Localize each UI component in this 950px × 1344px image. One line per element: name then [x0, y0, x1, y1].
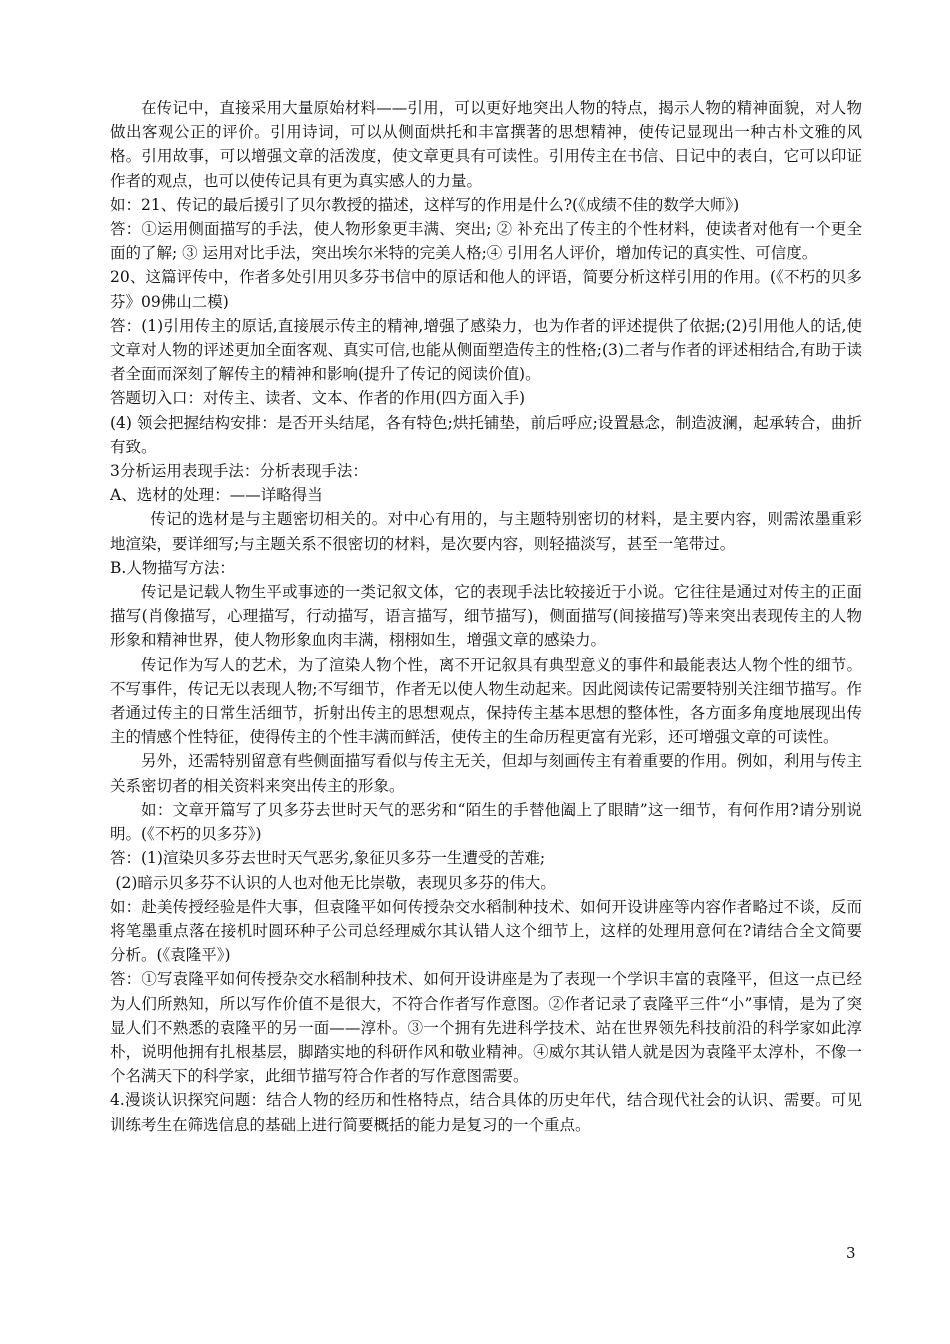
- paragraph-material-selection: 传记的选材是与主题密切相关的。对中心有用的，与主题特别密切的材料，是主要内容，则需浓墨重彩地渲染，要详细写;与主题关系不很密切的材料，是次要内容，则轻描淡写，甚至一笔带过。: [110, 510, 862, 553]
- paragraph-side-description: 另外，还需特别留意有些侧面描写看似与传主无关，但却与刻画传主有着重要的作用。例如，利用与传主关系密切者的相关资料来突出传主的形象。: [110, 752, 862, 795]
- page-number: 3: [846, 1244, 856, 1262]
- paragraph-quotation-intro: 在传记中，直接采用大量原始材料——引用，可以更好地突出人物的特点，揭示人物的精神面貌，对人物做出客观公正的评价。引用诗词，可以从侧面烘托和丰富撰著的思想精神，使传记显现出一种古朴文雅的风格。引用故事，可以增强文章的活泼度，使文章更具有可读性。引用传主在书信、日记中的表白，它可以印证作者的观点，也可以使传记具有更为真实感人的力量。: [110, 99, 862, 190]
- section-heading-4: 4.漫谈认识探究问题：结合人物的经历和性格特点，结合具体的历史年代，结合现代社会的认识、需要。可见训练考生在筛选信息的基础上进行简要概括的能力是复习的一个重点。: [110, 1091, 862, 1134]
- document-body: [110, 96, 862, 1137]
- subheading-b: B.人物描写方法：: [110, 558, 235, 577]
- question-yuan-longping: 如：赴美传授经验是件大事，但袁隆平如何传授杂交水稻制种技术、如何开设讲座等内容作者略过不谈，反而将笔墨重点落在接机时圆环种子公司总经理威尔其认错人这个细节上，这样的处理用意何在?请结合全文简要分析。(《袁隆平》): [110, 897, 862, 965]
- subheading-a: A、选材的处理：——详略得当: [110, 486, 323, 505]
- answer-yuan-longping: 答：①写袁隆平如何传授杂交水稻制种技术、如何开设讲座是为了表现一个学识丰富的袁隆平，但这一点已经为人们所熟知，所以写作价值不是很大，不符合作者写作意图。②作者记录了袁隆平三件“小”事情，是为了突显人们不熟悉的袁隆平的另一面——淳朴。③一个拥有先进科学技术、站在世界领先科技前沿的科学家如此淳朴，说明他拥有扎根基层，脚踏实地的科研作风和敬业精神。④威尔其认错人就是因为袁隆平太淳朴，不像一个名满天下的科学家，此细节描写符合作者的写作意图需要。: [110, 970, 862, 1086]
- answer-tip: 答题切入口：对传主、读者、文本、作者的作用(四方面入手): [110, 389, 526, 408]
- question-20: 20、这篇评传中，作者多处引用贝多芬书信中的原话和他人的评语，简要分析这样引用的作用。(《不朽的贝多芬》09佛山二模): [110, 268, 862, 311]
- answer-beethoven-1: 答：(1)渲染贝多芬去世时天气恶劣,象征贝多芬一生遭受的苦难;: [110, 849, 546, 868]
- answer-20: 答：(1)引用传主的原话,直接展示传主的精神,增强了感染力，也为作者的评述提供了依据;(2)引用他人的话,使文章对人物的评述更加全面客观、真实可信,也能从侧面塑造传主的性格;(3)二者与作者的评述相结合,有助于读者全面而深刻了解传主的精神和影响(提升了传记的阅读价值)。: [110, 316, 862, 384]
- question-beethoven: 如：文章开篇写了贝多芬去世时天气的恶劣和“陌生的手替他阖上了眼睛”这一细节，有何作用?请分别说明。(《不朽的贝多芬》): [110, 800, 862, 844]
- answer-21: 答：①运用侧面描写的手法，使人物形象更丰满、突出; ② 补充出了传主的个性材料，使读者对他有一个更全面的了解; ③ 运用对比手法，突出埃尔米特的完美人格;④ 引用名人评价，增加传记的真实性、可信度。: [110, 220, 862, 263]
- section-structure: (4) 领会把握结构安排：是否开头结尾，各有特色;烘托铺垫，前后呼应;设置悬念，制造波澜，起承转合，曲折有致。: [110, 413, 862, 456]
- section-heading-3: 3分析运用表现手法：分析表现手法：: [110, 462, 368, 481]
- paragraph-description-methods: 传记是记载人物生平或事迹的一类记叙文体，它的表现手法比较接近于小说。它往往是通过对传主的正面描写(肖像描写，心理描写，行动描写，语言描写，细节描写)，侧面描写(间接描写)等来突出表现传主的人物形象和精神世界，使人物形象血肉丰满，栩栩如生，增强文章的感染力。: [110, 583, 862, 650]
- answer-beethoven-2: (2)暗示贝多芬不认识的人也对他无比崇敬，表现贝多芬的伟大。: [115, 873, 556, 892]
- question-21: 如：21、传记的最后援引了贝尔教授的描述，这样写的作用是什么?(《成绩不佳的数学大师》): [110, 195, 740, 214]
- paragraph-details: 传记作为写人的艺术，为了渲染人物个性，离不开记叙具有典型意义的事件和最能表达人物个性的细节。不写事件，传记无以表现人物;不写细节，作者无以使人物生动起来。因此阅读传记需要特别关注细节描写。作者通过传主的日常生活细节，折射出传主的思想观点，保持传主基本思想的整体性，各方面多角度地展现出传主的情感个性特征，使得传主的个性丰满而鲜活，使传主的生命历程更富有光彩，还可增强文章的可读性。: [110, 655, 862, 747]
